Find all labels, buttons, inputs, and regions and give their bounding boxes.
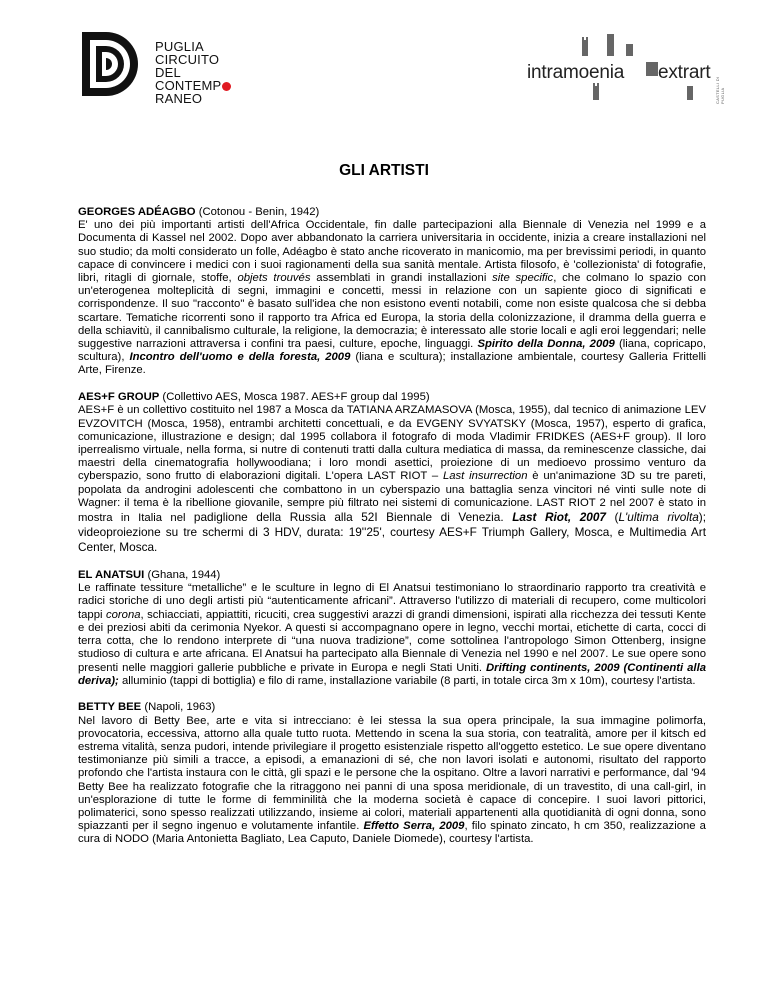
artist-name: EL ANATSUI [78, 569, 145, 582]
artist-entry-aesf [78, 391, 706, 555]
artist-bio: Le raffinate tessiture “metalliche” e le sculture in legno di El Anatsui testimoniano lo straordinario rapporto tra creatività e radici storiche di uno degli artisti più “autenticamente africani”. Attraverso l'utilizzo di materiali di recupero, come multicolori tappi corona, schiacciati, appiattiti, ricuciti, crea suggestivi arazzi di grandi dimensioni, ispirati alla ricchezza dei tessuti Kente e dei preziosi abiti da cerimonia Nyekor. A questi si accompagnano opere in legno, vecchi mortai, etichette di carta, cocci di terra cotta, che lo rendono interprete di “una nuova tradizione”, come sottolinea l'antropologo Simon Ottenberg, insigne studioso di cultura e arte africana. El Anatsui ha partecipato alla Biennale di Venezia nel 1990 e nel 2007. Le sue opere sono presenti nelle maggiori gallerie pubbliche e private in Europa e negli Stati Uniti. Drifting continents, 2009 (Continenti alla deriva); alluminio (tappi di bottiglia) e filo di rame, installazione variabile (8 parti, in totale circa 3m x 10m), courtesy l'artista. [78, 582, 707, 687]
puglia-logo-line1: PUGLIA [155, 39, 204, 54]
logo-vertical-caption: CASTELLI DI PUGLIA [715, 76, 725, 104]
work-title: Incontro dell'uomo e della foresta, 2009 [129, 351, 351, 364]
intramoenia-word: intramoenia [527, 62, 625, 83]
artists-list [78, 206, 706, 860]
artist-heading [78, 206, 706, 219]
artist-heading [78, 569, 706, 582]
artist-bio: Nel lavoro di Betty Bee, arte e vita si intrecciano: è lei stessa la sua opera principale, la sua immagine polimorfa, provocatoria, eccessiva, attorno alla quale tutto ruota. Mettendo in scena la sua storia, con teatralità, amore per il kitsch ed estrema vitalità, senza pudori, intende privilegiare il progetto esistenziale rispetto all'oggetto estetico. Le sue opere diventano testimonianze più simili a tracce, a episodi, a emanazioni di sé, che non lavori isolati e autonomi, risultato del rapporto profondo che l'artista instaura con le città, gli spazi e le persone che la ospitano. Oltre a lavori narrativi e performance, dal '94 Betty Bee ha realizzato fotografie che la ritraggono nei panni di una sposa meridionale, di un travestito, di una call-girl, in un'esplorazione di tutte le forme di femminilità che la moderna società è capace di concepire. I suoi lavori pittorici, polimaterici, sono spesso realizzati utilizzando, insieme ai colori, materiali appartenenti alla quotidianità di ogni donna, sono spiazzanti per il segno ingenuo e volutamente infantile. Effetto Serra, 2009, filo spinato zincato, h cm 350, realizzazione a cura di NODO (Maria Antonietta Bagliato, Lea Caputo, Daniele Diomede), courtesy l'artista. [78, 714, 706, 846]
artist-info: (Napoli, 1963) [141, 701, 216, 714]
artist-name: AES+F GROUP [78, 391, 160, 404]
puglia-circuito-logo [76, 28, 248, 106]
puglia-logo-line3: CONTEMPRANEO [155, 79, 248, 105]
artist-name: GEORGES ADÉAGBO [78, 206, 196, 218]
page-header [0, 0, 768, 120]
work-title: Effetto Serra, 2009 [363, 820, 465, 833]
artist-entry-betty-bee [78, 701, 706, 846]
work-title: Spirito della Donna, 2009 [477, 338, 615, 351]
puglia-logo-line2: CIRCUITO DEL [155, 52, 220, 80]
artist-heading [78, 701, 706, 714]
artist-bio: E' uno dei più importanti artisti dell'Africa Occidentale, fin dalle partecipazioni alla Biennale di Venezia nel 1999 e a Documenta di Kassel nel 2002. Dopo aver abbandonato la carriera universitaria in occidente, inizia a creare installazioni nel suo studio; da molti considerato un folle, Adéagbo è stato anche ricoverato in manicomio, ma per brevissimi periodi, in quanto capace di convincere i medici con i suoi ragionamenti della sua sanità mentale. Artista filosofo, è 'collezionista' di fotografie, libri, ritagli di giornale, stoffe, objets trouvés assemblati in grandi installazioni site specific, che colmano lo spazio con un'eterogenea molteplicità di segni, immagini e concetti, messi in relazione con un sapiente gioco di significati e corrispondenze. Il suo "racconto" è basato sull'idea che non esistono eventi notabili, come non esiste qualcosa che si debba scartare. Tematiche ricorrenti sono il rapporto tra Africa ed Europa, la storia della colonizzazione, il dramma della guerra e della schiavitù, il cannibalismo culturale, la religione, la democrazia; è interessato alle storie locali e agli eroi leggendari; nelle suggestive narrazioni attraversa i confini tra paesi, culture, epoche, linguaggi. Spirito della Donna, 2009 (liana, copricapo, scultura), Incontro dell'uomo e della foresta, 2009 (liana e scultura); installazione ambientale, courtesy Galleria Frittelli Arte, Firenze. [78, 219, 706, 377]
puglia-spiral-logo-icon [76, 28, 148, 100]
page-title: GLI ARTISTI [339, 162, 429, 179]
artist-heading [78, 391, 706, 404]
extrart-word: extrart [658, 62, 711, 83]
red-dot-icon [222, 82, 231, 91]
artist-name: BETTY BEE [78, 701, 142, 714]
puglia-logo-text [155, 40, 248, 105]
artist-entry-adeagbo [78, 206, 706, 378]
work-title: Drifting continents, 2009 [486, 661, 620, 674]
artist-entry-el-anatsui [78, 569, 706, 688]
artist-info: (Ghana, 1944) [144, 569, 221, 582]
work-title: Last Riot, 2007 [512, 509, 606, 524]
artist-info: (Cotonou - Benin, 1942) [195, 206, 320, 218]
intramoenia-extrart-logo [525, 34, 725, 104]
artist-bio: AES+F è un collettivo costituito nel 1987 a Mosca da TATIANA ARZAMASOVA (Mosca, 1955), dal tecnico di animazione LEV EVZOVITCH (Mosca, 1958), entrambi architetti concettuali, e da EVGENY SVYATSKY (Mosca, 1957), esperto di grafica, comunicazione, illustrazione e design; dal 1995 collabora il fotografo di moda Vladimir FRIDKES (AES+F group). Il loro iperrealismo virtuale, nella forma, si nutre di contenuti tratti dalla cultura mediatica di massa, da reminescenze classiche, dai maestri della cinematografia hollywoodiana; i loro mondi asettici, proiezione di un medioevo prossimo venturo da cyberspazio, sono frutto di elaborazioni digitali. L'opera LAST RIOT – Last insurrection è un'animazione 3D su tre pareti, popolata da androgini adolescenti che combattono in un cyberspazio una battaglia senza vincitori né vinti sulle note di Wagner: il tema è la ribellione giovanile, sempre più filtrato nei sistemi di comunicazione. LAST RIOT 2 nel 2007 è stato in mostra in Italia nel padiglione della Russia alla 52I Biennale di Venezia. Last Riot, 2007 (L'ultima rivolta); videoproiezione su tre schermi di 3 HDV, durata: 19''25', courtesy AES+F Triumph Gallery, Mosca, e Multimedia Art Center, Mosca. [78, 404, 707, 555]
artist-info: (Collettivo AES, Mosca 1987. AES+F group dal 1995) [159, 391, 430, 404]
